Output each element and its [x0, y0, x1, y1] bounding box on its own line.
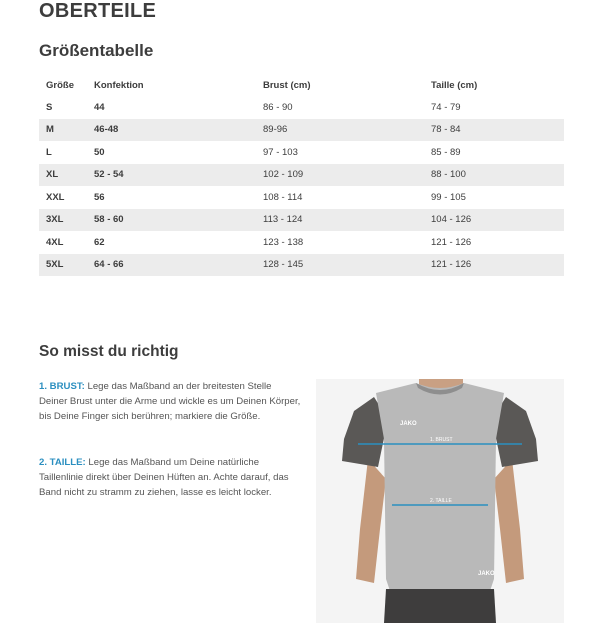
cell-brust: 108 - 114: [263, 191, 303, 203]
table-row: [39, 209, 564, 232]
header-konfektion: Konfektion: [94, 79, 144, 91]
cell-size: S: [46, 101, 53, 113]
taille-instruction-label: 2. TAILLE:: [39, 457, 86, 468]
cell-brust: 113 - 124: [256, 209, 424, 232]
size-chart-title: Größentabelle: [39, 41, 154, 60]
brust-marker-label: 1. BRUST: [430, 437, 453, 443]
taille-marker-label: 2. TAILLE: [430, 498, 452, 504]
header-brust: Brust (cm): [263, 79, 311, 91]
cell-taille: 88 - 100: [424, 164, 564, 187]
cell-konfektion: 64 - 66: [87, 254, 256, 277]
model-photo: [316, 379, 564, 623]
cell-size: L: [46, 146, 52, 158]
table-row: [39, 164, 564, 187]
cell-konfektion: 58 - 60: [87, 209, 256, 232]
header-taille: Taille (cm): [431, 79, 478, 91]
measure-guide-title: So misst du richtig: [39, 343, 179, 360]
table-row: [39, 141, 564, 164]
left-arm: [356, 459, 386, 583]
cell-size: XXL: [46, 191, 65, 203]
cell-size: 3XL: [39, 209, 87, 232]
cell-taille: 85 - 89: [431, 146, 461, 158]
page-title: OBERTEILE: [39, 0, 157, 22]
shirt-torso: [376, 383, 504, 591]
brust-instruction: [39, 379, 301, 424]
cell-konfektion: 44: [94, 101, 105, 113]
table-row: [39, 231, 564, 254]
cell-size: M: [39, 119, 87, 142]
table-row: [39, 119, 564, 142]
shirt-logo: JAKO: [400, 421, 417, 427]
right-arm: [494, 459, 524, 583]
brust-instruction-label: 1. BRUST:: [39, 381, 85, 392]
brust-instruction-text: Lege das Maßband an der breitesten Stelle Deiner Brust unter die Arme und wickle es um Deinen Körper, bis Deine Finger sich berühren; markiere die Größe.: [39, 381, 301, 422]
cell-taille: 78 - 84: [424, 119, 564, 142]
cell-taille: 99 - 105: [431, 191, 466, 203]
cell-brust: 86 - 90: [263, 101, 293, 113]
cell-taille: 121 - 126: [424, 254, 564, 277]
table-row: [39, 186, 564, 209]
cell-size: 4XL: [46, 236, 64, 248]
cell-brust: 123 - 138: [263, 236, 304, 248]
cell-size: XL: [39, 164, 87, 187]
size-chart-table: [39, 74, 564, 276]
cell-brust: 102 - 109: [256, 164, 424, 187]
taille-instruction-text: Lege das Maßband um Deine natürliche Taillenlinie direkt über Deinen Hüften an. Achte darauf, das Band nicht zu stramm zu ziehen, lasse es leicht locker.: [39, 457, 289, 498]
sleeve-logo: JAKO: [478, 571, 495, 577]
cell-konfektion: 52 - 54: [87, 164, 256, 187]
model-illustration: [316, 379, 564, 623]
cell-brust: 128 - 145: [256, 254, 424, 277]
shorts: [384, 589, 496, 623]
cell-konfektion: 46-48: [87, 119, 256, 142]
table-header-row: [39, 74, 564, 96]
cell-konfektion: 56: [94, 191, 105, 203]
cell-konfektion: 50: [94, 146, 105, 158]
taille-instruction: [39, 455, 301, 500]
cell-taille: 74 - 79: [431, 101, 461, 113]
cell-size: 5XL: [39, 254, 87, 277]
cell-brust: 89-96: [256, 119, 424, 142]
table-row: [39, 96, 564, 119]
header-size: Größe: [46, 79, 74, 91]
table-row: [39, 254, 564, 277]
cell-brust: 97 - 103: [263, 146, 298, 158]
cell-taille: 104 - 126: [424, 209, 564, 232]
cell-konfektion: 62: [94, 236, 105, 248]
cell-taille: 121 - 126: [431, 236, 472, 248]
